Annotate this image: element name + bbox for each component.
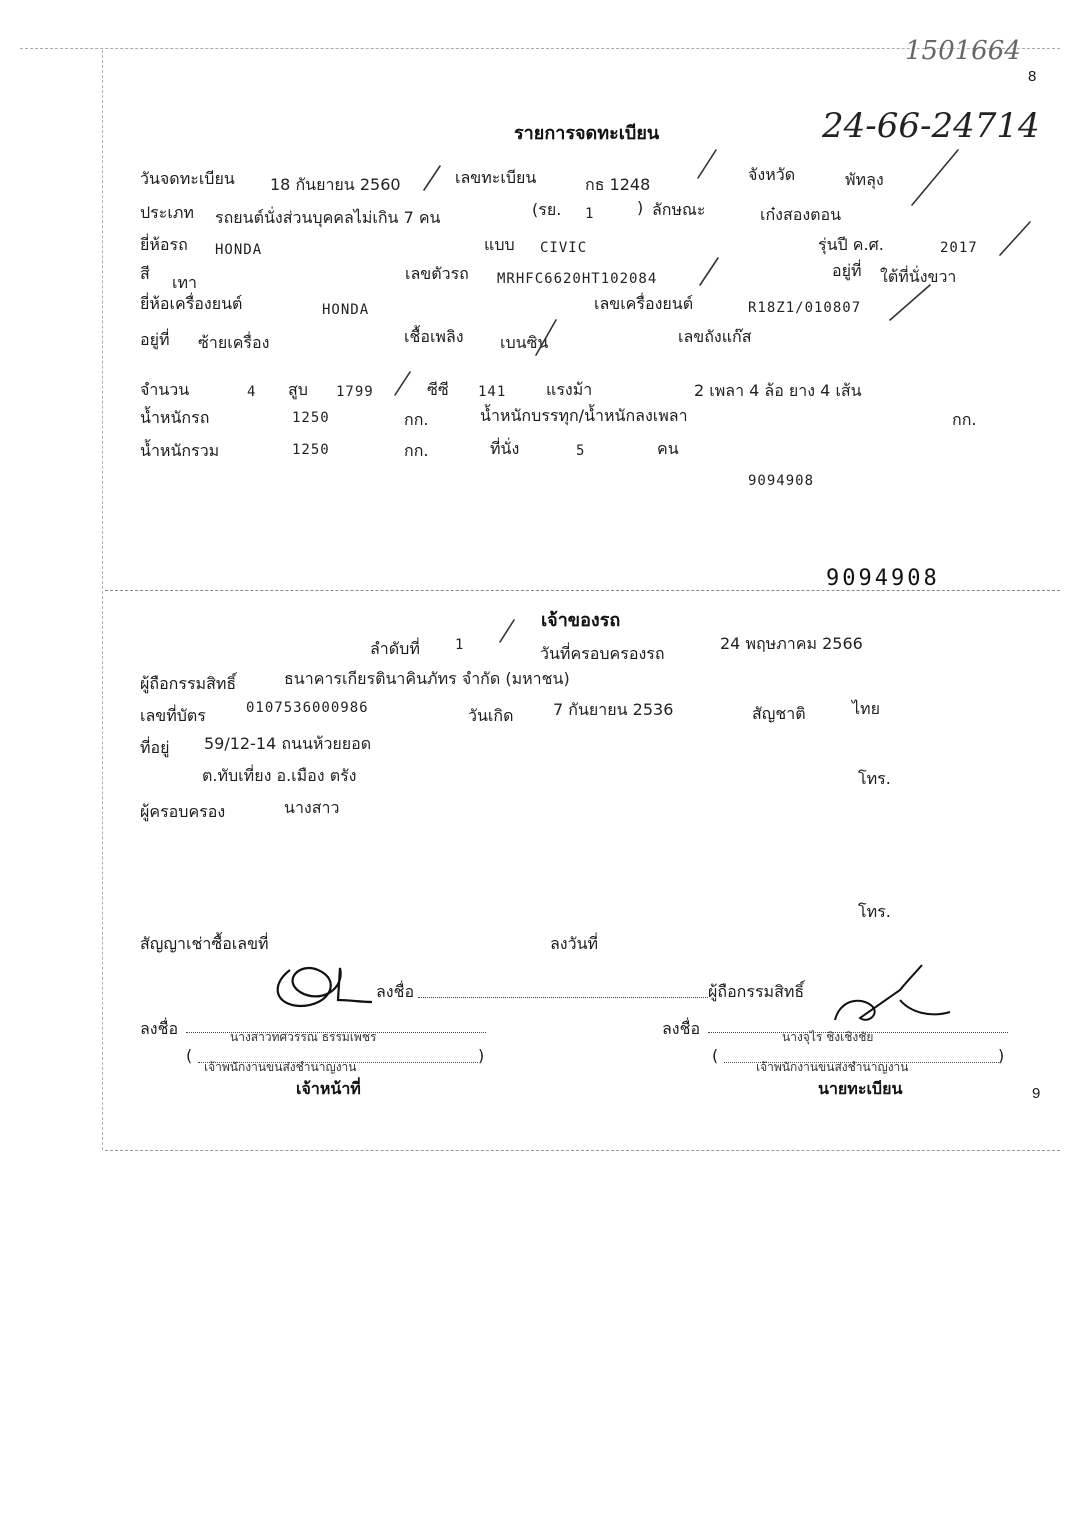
title-holder-value: ธนาคารเกียรตินาคินภัทร จำกัด (มหาชน) bbox=[284, 669, 570, 688]
kg-unit-1: กก. bbox=[404, 410, 429, 429]
id-card-label: เลขที่บัตร bbox=[140, 706, 206, 725]
chassis-value: MRHFC6620HT102084 bbox=[497, 271, 658, 287]
order-label: ลำดับที่ bbox=[370, 639, 420, 658]
count-value: 4 bbox=[247, 384, 257, 400]
sign-name-label: ลงชื่อ bbox=[376, 982, 415, 1001]
model-label: แบบ bbox=[484, 235, 515, 254]
persons-unit: คน bbox=[657, 439, 679, 458]
check-slash bbox=[700, 258, 718, 285]
total-weight-label: น้ำหนักรวม bbox=[140, 441, 220, 460]
engine-number-value: R18Z1/010807 bbox=[748, 300, 862, 316]
address-label: ที่อยู่ bbox=[140, 738, 170, 757]
check-slash bbox=[912, 150, 958, 205]
check-slash bbox=[1000, 222, 1030, 255]
seats-label: ที่นั่ง bbox=[490, 439, 520, 458]
chassis-location-label: อยู่ที่ bbox=[832, 261, 862, 280]
nationality-label: สัญชาติ bbox=[752, 704, 806, 723]
province-label: จังหวัด bbox=[748, 165, 796, 184]
birth-date-value: 7 กันยายน 2536 bbox=[553, 700, 674, 719]
left-official-position: เจ้าพนักงานขนส่งชำนาญงาน bbox=[204, 1060, 357, 1074]
horsepower-label: แรงม้า bbox=[546, 380, 593, 399]
weight-label: น้ำหนักรถ bbox=[140, 408, 210, 427]
possession-date-label: วันที่ครอบครองรถ bbox=[540, 644, 665, 663]
reg-date-value: 18 กันยายน 2560 bbox=[270, 175, 401, 194]
engine-location-value: ซ้ายเครื่อง bbox=[198, 333, 270, 352]
ry-open: (รย. bbox=[532, 200, 562, 219]
check-slash bbox=[536, 320, 556, 355]
left-paren-close: ) bbox=[478, 1046, 485, 1065]
birth-date-label: วันเกิด bbox=[468, 706, 514, 725]
right-signature-scribble bbox=[835, 965, 950, 1020]
id-card-value: 0107536000986 bbox=[246, 700, 369, 716]
ry-value: 1 bbox=[585, 206, 595, 222]
left-paren-open: ( bbox=[186, 1046, 193, 1065]
fuel-label: เชื้อเพลิง bbox=[404, 327, 464, 346]
phone-label-2: โทร. bbox=[858, 902, 891, 921]
left-official-name: นางสาวทศวรรณ ธรรมเพชร bbox=[230, 1030, 377, 1044]
kg-unit-2: กก. bbox=[952, 410, 977, 429]
style-value: เก๋งสองตอน bbox=[760, 205, 842, 224]
contract-number-label: สัญญาเช่าซื้อเลขที่ bbox=[140, 934, 269, 953]
possession-date-value: 24 พฤษภาคม 2566 bbox=[720, 634, 863, 653]
right-paren-open: ( bbox=[712, 1046, 719, 1065]
address-line1: 59/12-14 ถนนห้วยยอด bbox=[204, 734, 372, 753]
right-sign-label: ลงชื่อ bbox=[662, 1019, 701, 1038]
order-value: 1 bbox=[455, 637, 465, 653]
type-value: รถยนต์นั่งส่วนบุคคลไม่เกิน 7 คน bbox=[215, 208, 441, 227]
type-label: ประเภท bbox=[140, 203, 194, 222]
right-official-name: นางจุไร ชิงเชิงชัย bbox=[782, 1030, 874, 1044]
total-weight-value: 1250 bbox=[292, 442, 330, 458]
chassis-label: เลขตัวรถ bbox=[405, 264, 469, 283]
engine-location-label: อยู่ที่ bbox=[140, 330, 170, 349]
owner-title: เจ้าของรถ bbox=[541, 610, 621, 631]
load-label: น้ำหนักบรรทุก/น้ำหนักลงเพลา bbox=[480, 406, 688, 425]
plate-label: เลขทะเบียน bbox=[455, 168, 537, 187]
engine-brand-value: HONDA bbox=[322, 302, 370, 318]
cc-value: 141 bbox=[478, 384, 507, 400]
count-label: จำนวน bbox=[140, 380, 190, 399]
model-value: CIVIC bbox=[540, 240, 588, 256]
page-number-bottom: 9 bbox=[1032, 1085, 1041, 1102]
possessor-value: นางสาว bbox=[284, 798, 340, 817]
engine-number-label: เลขเครื่องยนต์ bbox=[594, 294, 694, 313]
kg-unit-3: กก. bbox=[404, 441, 429, 460]
cylinder-value: 1799 bbox=[336, 384, 374, 400]
model-year-label: รุ่นปี ค.ศ. bbox=[818, 235, 884, 254]
province-value: พัทลุง bbox=[845, 170, 884, 189]
check-slash bbox=[890, 285, 930, 320]
gas-tank-label: เลขถังแก๊ส bbox=[678, 327, 752, 346]
ry-close: ) bbox=[637, 198, 644, 217]
engine-brand-label: ยี่ห้อเครื่องยนต์ bbox=[140, 294, 243, 313]
right-paren-close: ) bbox=[998, 1046, 1005, 1065]
nationality-value: ไทย bbox=[852, 699, 880, 718]
weight-value: 1250 bbox=[292, 410, 330, 426]
cylinder-label: สูบ bbox=[288, 380, 308, 399]
left-sign-label: ลงชื่อ bbox=[140, 1019, 179, 1038]
axle-value: 2 เพลา 4 ล้อ ยาง 4 เส้น bbox=[694, 381, 862, 400]
color-value: เทา bbox=[172, 273, 197, 292]
plate-value: กธ 1248 bbox=[585, 175, 651, 194]
sign-date-label: ลงวันที่ bbox=[550, 934, 599, 953]
fuel-value: เบนซิน bbox=[500, 333, 549, 352]
check-slash bbox=[500, 620, 514, 642]
address-line2: ต.ทับเที่ยง อ.เมือง ตรัง bbox=[202, 766, 357, 785]
handwritten-ref-number: 24-66-24714 bbox=[822, 106, 1040, 146]
left-signature-scribble bbox=[278, 968, 372, 1006]
brand-value: HONDA bbox=[215, 242, 263, 258]
serial-large: 9094908 bbox=[826, 566, 940, 591]
serial-small: 9094908 bbox=[748, 473, 815, 489]
title-holder-label: ผู้ถือกรรมสิทธิ์ bbox=[140, 674, 237, 693]
left-official-role: เจ้าหน้าที่ bbox=[296, 1079, 361, 1098]
phone-label-1: โทร. bbox=[858, 769, 891, 788]
check-slash bbox=[424, 166, 440, 190]
registration-title: รายการจดทะเบียน bbox=[514, 123, 660, 144]
possessor-label: ผู้ครอบครอง bbox=[140, 802, 226, 821]
check-slash bbox=[698, 150, 716, 178]
page-number-top: 8 bbox=[1028, 68, 1037, 85]
handwritten-top-number: 1501664 bbox=[905, 36, 1021, 66]
cc-label: ซีซี bbox=[427, 380, 449, 399]
right-official-role: นายทะเบียน bbox=[818, 1079, 903, 1098]
brand-label: ยี่ห้อรถ bbox=[140, 235, 188, 254]
check-slash bbox=[395, 372, 410, 395]
seats-value: 5 bbox=[576, 443, 586, 459]
chassis-location-value: ใต้ที่นั่งขวา bbox=[880, 267, 957, 286]
style-label: ลักษณะ bbox=[652, 200, 706, 219]
right-official-position: เจ้าพนักงานขนส่งชำนาญงาน bbox=[756, 1060, 909, 1074]
title-holder-signature-label: ผู้ถือกรรมสิทธิ์ bbox=[708, 982, 805, 1001]
color-label: สี bbox=[140, 264, 150, 283]
reg-date-label: วันจดทะเบียน bbox=[140, 169, 235, 188]
model-year-value: 2017 bbox=[940, 240, 978, 256]
